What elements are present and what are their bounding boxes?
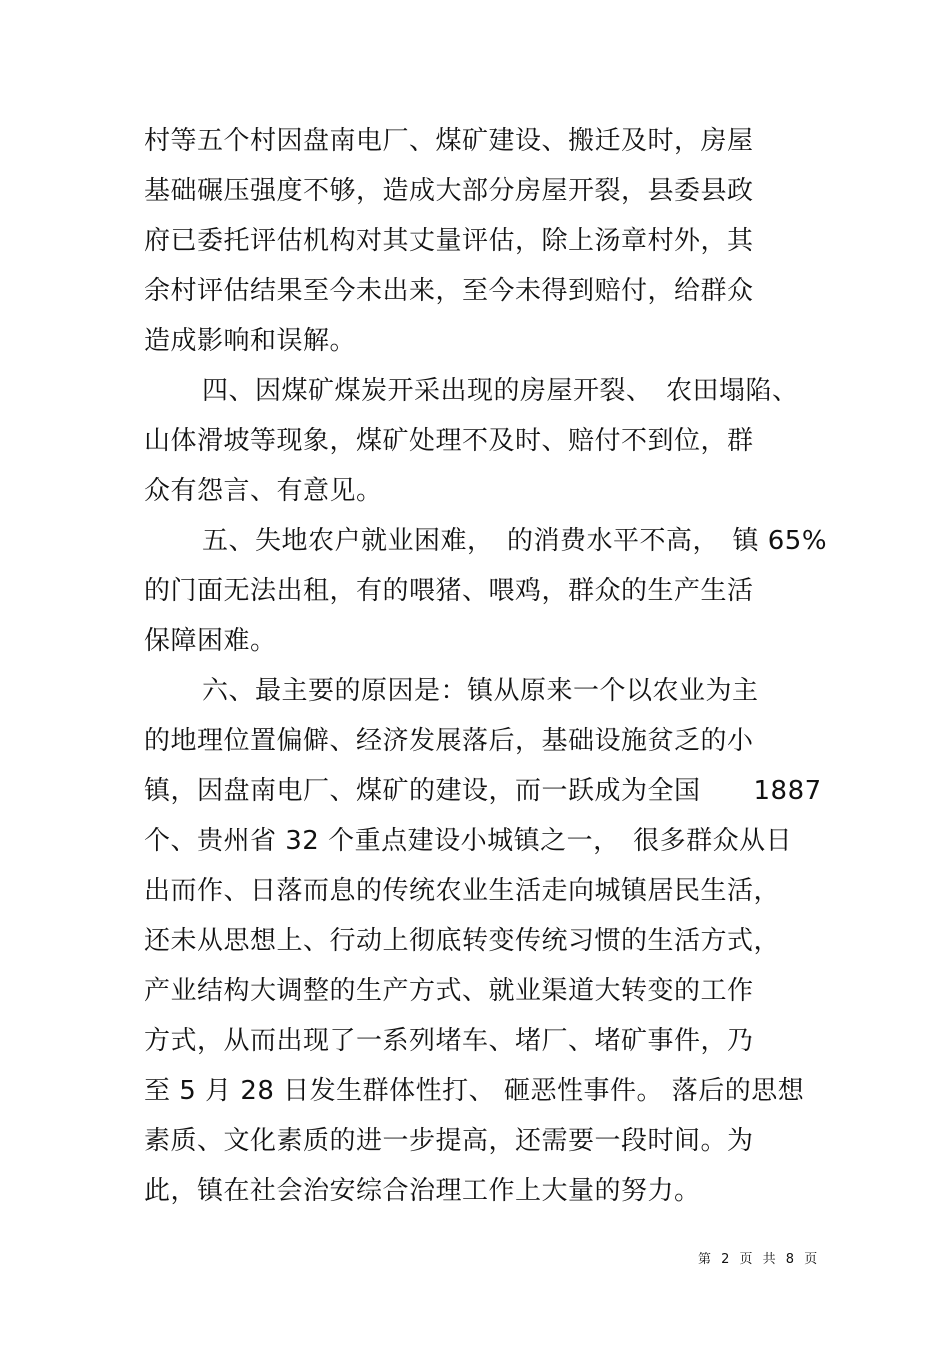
page-number: 第 2 页 共 8 页 [698,1252,821,1267]
paragraph-line: 余村评估结果至今未出来，至今未得到赔付，给群众 [144,276,754,306]
paragraph-line: 素质、文化素质的进一步提高，还需要一段时间。为 [144,1126,754,1156]
paragraph-line: 还未从思想上、行动上彻底转变传统习惯的生活方式， [144,926,781,956]
paragraph-line: 出而作、日落而息的传统农业生活走向城镇居民生活， [144,876,781,906]
paragraph-line: 保障困难。 [144,626,277,656]
paragraph-line: 六、最主要的原因是：镇从原来一个以农业为主 [202,676,759,706]
paragraph-line: 个、贵州省 32 个重点建设小城镇之一， 很多群众从日 [144,826,793,856]
paragraph-line: 镇，因盘南电厂、煤矿的建设，而一跃成为全国 1887 [144,776,822,806]
paragraph-line: 山体滑坡等现象，煤矿处理不及时、赔付不到位，群 [144,426,754,456]
paragraph-line: 四、因煤矿煤炭开采出现的房屋开裂、 农田塌陷、 [202,376,799,406]
paragraph-line: 的门面无法出租，有的喂猪、喂鸡，群众的生产生活 [144,576,754,606]
paragraph-line: 此，镇在社会治安综合治理工作上大量的努力。 [144,1176,701,1206]
paragraph-line: 众有怨言、有意见。 [144,476,383,506]
paragraph-line: 造成影响和误解。 [144,326,357,356]
paragraph-line: 府已委托评估机构对其丈量评估，除上汤章村外，其 [144,226,754,256]
paragraph-line: 基础碾压强度不够，造成大部分房屋开裂，县委县政 [144,176,754,206]
paragraph-line: 的地理位置偏僻、经济发展落后，基础设施贫乏的小 [144,726,754,756]
paragraph-line: 村等五个村因盘南电厂、煤矿建设、搬迁及时，房屋 [144,126,754,156]
paragraph-line: 五、失地农户就业困难， 的消费水平不高， 镇 65% [202,526,828,556]
paragraph-line: 产业结构大调整的生产方式、就业渠道大转变的工作 [144,976,754,1006]
paragraph-line: 方式，从而出现了一系列堵车、堵厂、堵矿事件，乃 [144,1026,754,1056]
paragraph-line: 至 5 月 28 日发生群体性打、 砸恶性事件。 落后的思想 [144,1076,805,1106]
